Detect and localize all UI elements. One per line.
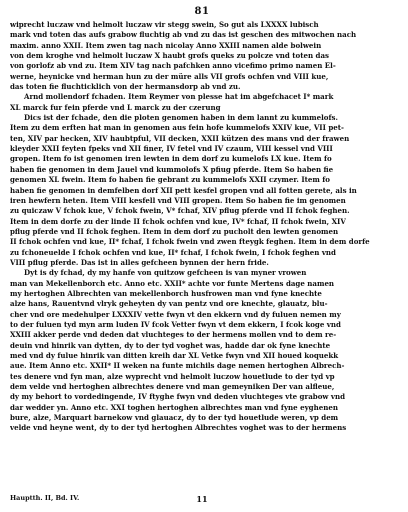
text-line: pflug pferde vnd II fchok feghen. Item in dem dorf zu pucholt den lewten genomen [10,226,339,236]
text-line: Dics ist der fchade, den die ploten genomen haben in dem lannt zu kummelofs. [24,113,338,123]
text-line: aue. Item Anno etc. XXII* II weken na funte michils dage nemen hertoghen Albrech- [10,361,345,371]
printer-signature: Hauptth. II, Bd. IV. [10,494,80,502]
text-line: VIII pflug pferde. Das ist in alles gefcheen bynnen der hern fride. [10,257,269,267]
text-line: genomen XL fwein. Item fo haben fie gebrant zu kummelofs XXII czymer. Item fo [10,175,330,185]
text-line: zu fchoneuelde I fchok ochfen vnd kue, II* fchaf, I fchok fwein, I fchok feghen vnd [10,247,336,257]
text-line: dar wedder yn. Anno etc. XXI toghen hertoghen albrechtes man vnd fyne eyghenen [10,402,338,412]
text-line: werne, heynicke vnd herman hun zu der müre alls VII grofs ochfen vnd VIII kue, [10,71,329,81]
text-line: med vnd dy fulue hinrik van ditten kreih dar XL Vetke fwyn vnd XII houed koquekk [10,351,339,360]
text-line: Item zu dem erften hat man in genomen aus fein hofe kummelofs XXIV kue, VII pet- [10,123,344,133]
text-line: cher vnd ore medehulper LXXXIV vette fwyn vt den ekkern vnd dy fuluen nemen my [10,309,341,319]
page-number: 81 [194,6,210,17]
text-line: wiprecht luczaw vnd helmolt luczaw vir stegg swein, So gut als LXXXX lubisch [10,20,319,29]
text-line: Item in dem dorfe zu der linde II fchok ochfen vnd kue, IV* fchaf, II fchok fwein, XIV [10,216,346,226]
text-line: my hertoghen Albrechten van mekellenborch husfrowen man vnd fyne knechte [10,288,322,298]
text-line: XL marck fur fein pferde vnd L marck zu der czerung [10,102,221,112]
text-line: zu quiczaw V fchok kue, V fchok fwein, V* fchaf, XIV pflug pferde vnd II fchok feghen. [10,206,350,216]
text-line: deuin vnd hinrik van dytten, dy to der tyd voghet was, hadde dar ok fyne knechte [10,340,331,350]
signature-mark: 11 [196,494,208,504]
text-line: maxim. anno XXII. Item zwen tag nach nicolay Anno XXIII namen alde bolwein [10,40,322,50]
text-line: velde vnd heyne went, dy to der tyd hertoghen Albrechtes voghet was to der hermens [10,423,347,433]
text-line: von gorlofz ab vnd zu. Item XIV tag nach pafchken anno vicefimo primo namen El- [10,61,336,71]
text-line: ten, XIV par hecken, XIV haubtpful, VII decken, XXII kützen des mans vnd der frawen [10,133,350,143]
text-line: XXIII akker perde vnd deden dat vluchteges to der hermens mollen vnd to dem re- [10,330,337,340]
text-line: kleyder XXII feyten fpeks vnd XII finer, IV fetel vnd IV czaum, VIII kessel vnd VIII [10,144,333,154]
text-line: von dem kroghe vnd helmolt luczaw X haubt grofs queks zu polcze vnd toten das [10,51,330,61]
text-line: to der fuluen tyd myn arm luden IV fcok Vetter fwyn vt dem ekkern, I fcok koge vnd [10,319,341,329]
text-line: das toten fie fluchticklich von der hermansdorp ab vnd zu. [10,82,241,92]
text-line: haben fie genomen in demfelben dorf XII pett kesfel gropen vnd all fotten gerete, als in [10,185,357,195]
text-line: dy my behort to vordedingende, IV ftyghe fwyn vnd deden vluchteges vte grabow vnd [10,392,346,402]
text-line: gropen. Item fo ist genomen iren lewten in dem dorf zu kumelofs LX kue. Item fo [10,154,332,164]
text-line: alze hans, Rauentvnd vlryk geheyten dy van pentz vnd ore knechte, glauatz, blu- [10,299,328,309]
text-line: haben fie genomen in dem Jauel vnd kummolofs X pfiug pferde. Item So haben fie [10,164,334,174]
text-line: Dyt is dy fchad, dy my hanfe von quitzow gefcheen is van myner vrowen [24,268,307,278]
text-line: man van Mekellenborch etc. Anno etc. XXII* achte vor funte Mertens dage namen [10,278,335,288]
text-line: bure, alze, Marquart barnekow vnd glauacz, dy to der tyd houetlude weren, vp dem [10,413,339,423]
text-line: II fchok ochfen vnd kue, II* fchaf, I fchok fwein vnd zwen fteygk feghen. Item in dem dorfe [10,237,370,247]
text-line: tes denere vnd fyn man, alze wyprecht vnd helmolt luczow houetlude to der tyd vp [10,371,335,381]
text-line: mark vnd toten das aufs grabow fluchtig ab vnd zu das ist geschen des mitwochen nach [10,30,357,40]
text-line: iren hewfern heten. Item VIII kesfell vnd VIII gropen. Item So haben fie im genomen [10,195,346,205]
text-line: Arnd mollendorf fchaden. Item Reymer von plesse hat im abgefchacet I* mark [24,92,334,102]
body-text [10,20,394,434]
text-line: dem velde vnd hertoghen albrechtes denere vnd man gemeyniken Der van alfleue, [10,382,335,392]
